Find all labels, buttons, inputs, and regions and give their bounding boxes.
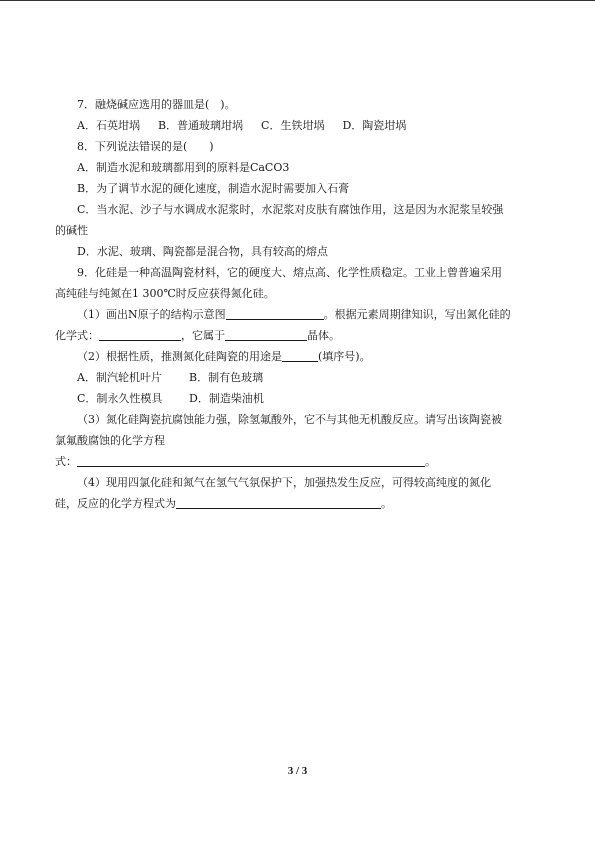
q9-part1-text-e: 晶体。 — [307, 329, 340, 342]
q9-part2-line — [55, 346, 545, 367]
q9-part2-options-row2 — [55, 388, 545, 409]
page-number: 3 / 3 — [287, 765, 308, 777]
q7-option-d: D．陶瓷坩埚 — [342, 119, 407, 132]
document-body — [55, 94, 545, 514]
q9-part2-option-a: A．制汽轮机叶片 — [77, 371, 162, 384]
q8-stem: 8．下列说法错误的是( ) — [77, 140, 214, 153]
q9-part3-line2: 氯氟酸腐蚀的化学方程 — [55, 434, 165, 447]
q9-part1-text-c: 化学式： — [55, 329, 99, 342]
q9-part2-option-b: B．制有色玻璃 — [189, 371, 264, 384]
atom-structure-blank[interactable] — [226, 306, 324, 320]
q7-option-c: C．生铁坩埚 — [261, 119, 325, 132]
q9-part4-text-a: 硅，反应的化学方程式为 — [55, 497, 176, 510]
q9-part2-option-c: C．制永久性模具 — [77, 392, 163, 405]
q9-part3-line1: （3）氮化硅陶瓷抗腐蚀能力强，除氢氟酸外，它不与其他无机酸反应。请写出该陶瓷被 — [77, 413, 502, 426]
q9-part2-text-b: (填序号)。 — [318, 350, 371, 363]
q9-part3-text-b: 。 — [425, 455, 436, 468]
reaction-equation-blank[interactable] — [176, 495, 381, 509]
q9-part3-text-a: 式： — [55, 455, 77, 468]
q9-part2-option-d: D．制造柴油机 — [189, 392, 264, 405]
q9-part3-line3 — [55, 451, 545, 472]
q9-part1-text-d: ，它属于 — [181, 329, 225, 342]
q9-stem-line1: 9．化硅是一种高温陶瓷材料，它的硬度大、熔点高、化学性质稳定。工业上曾普遍采用 — [77, 266, 502, 279]
q7-stem: 7．融烧碱应选用的器皿是( )。 — [77, 98, 236, 111]
top-rule — [0, 0, 595, 1]
q9-part4-line2 — [55, 493, 545, 514]
q9-part2-options-row1 — [55, 367, 545, 388]
q8-option-c-line2: 的碱性 — [55, 224, 88, 237]
q9-part1-line2 — [55, 325, 545, 346]
usage-answer-blank[interactable] — [282, 348, 318, 362]
q9-part2-text-a: （2）根据性质，推测氮化硅陶瓷的用途是 — [77, 350, 282, 363]
formula-blank[interactable] — [99, 327, 181, 341]
q8-option-d: D．水泥、玻璃、陶瓷都是混合物，具有较高的熔点 — [77, 245, 328, 258]
q9-part1-text-a: （1）画出N原子的结构示意图 — [77, 308, 226, 321]
q8-option-a: A．制造水泥和玻璃都用到的原料是CaCO3 — [77, 161, 290, 174]
hf-equation-blank[interactable] — [77, 453, 425, 467]
q8-option-c-line1: C．当水泥、沙子与水调成水泥浆时，水泥浆对皮肤有腐蚀作用，这是因为水泥浆呈较强 — [77, 203, 504, 216]
q9-stem-line2: 高纯硅与纯氮在1 300℃时反应获得氮化硅。 — [55, 287, 275, 300]
q7-options — [55, 115, 545, 136]
q7-option-a: A．石英坩埚 — [77, 119, 140, 132]
q7-option-b: B．普通玻璃坩埚 — [157, 119, 244, 132]
q9-part4-text-b: 。 — [381, 497, 392, 510]
q9-part4-line1: （4）现用四氯化硅和氮气在氢气气氛保护下，加强热发生反应，可得较高纯度的氮化 — [77, 476, 491, 489]
q9-part1-line1 — [55, 304, 545, 325]
q9-part1-text-b: 。根据元素周期律知识，写出氮化硅的 — [323, 308, 511, 321]
q8-option-b: B．为了调节水泥的硬化速度，制造水泥时需要加入石膏 — [77, 182, 350, 195]
crystal-type-blank[interactable] — [225, 327, 307, 341]
